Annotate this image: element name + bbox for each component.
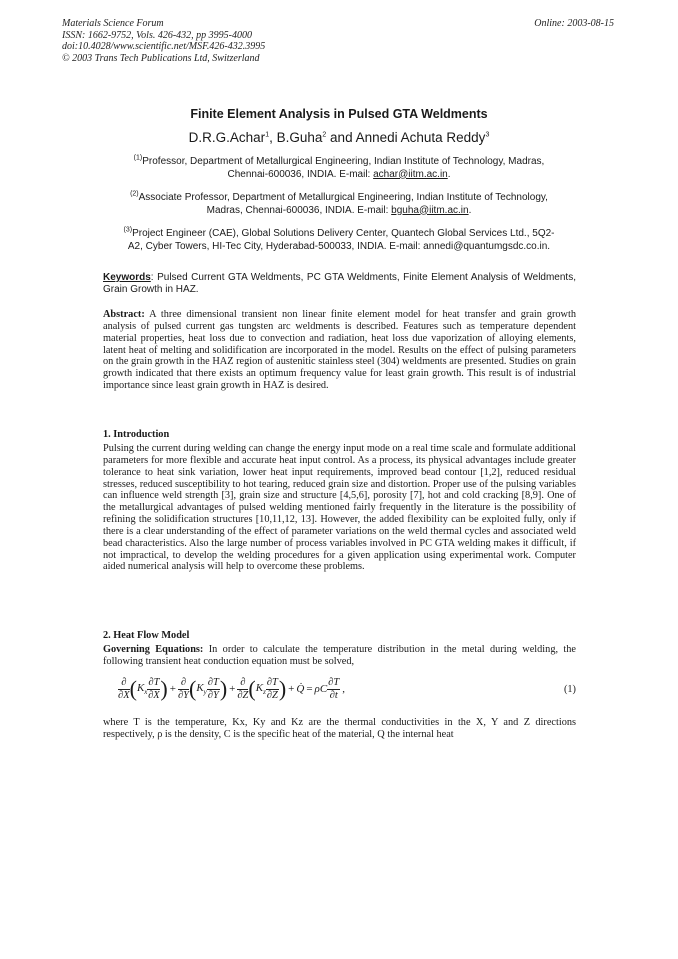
affiliation-3	[0, 228, 678, 253]
author-separator: ,	[269, 130, 277, 145]
affiliation-text: .	[468, 204, 472, 216]
author-separator: and	[326, 130, 356, 145]
issn-line: ISSN: 1662-9752, Vols. 426-432, pp 3995-4000	[62, 29, 252, 41]
keywords-label: Keywords	[103, 272, 151, 283]
author-superscript: 1	[265, 131, 270, 139]
affiliation-text: Madras, Chennai-600036, INDIA. E-mail:	[206, 204, 392, 216]
author-name: B.Guha	[276, 130, 323, 145]
doi-line[interactable]: doi:10.4028/www.scientific.net/MSF.426-432.3995	[62, 41, 266, 52]
section-heading-introduction: 1. Introduction	[103, 429, 170, 440]
affiliation-text: A2, Cyber Towers, HI-Tec City, Hyderabad-500033, INDIA. E-mail: annedi@quantumgsdc.co.in.	[127, 240, 551, 252]
affiliation-marker: (1)	[133, 154, 143, 162]
equation-number: (1)	[563, 684, 576, 695]
author-superscript: 3	[485, 131, 490, 139]
affiliation-2	[0, 192, 678, 217]
keywords	[103, 272, 576, 296]
affiliation-1	[0, 156, 678, 181]
author-name: D.R.G.Achar	[188, 130, 266, 145]
abstract	[103, 309, 576, 392]
affiliation-text: Professor, Department of Metallurgical Engineering, Indian Institute of Technology, Madras,	[142, 156, 545, 167]
governing-equations-paragraph	[103, 644, 576, 668]
affiliation-text: Associate Professor, Department of Metallurgical Engineering, Indian Institute of Technology,	[138, 192, 548, 203]
governing-equations-label: Governing Equations:	[103, 644, 204, 655]
email-link[interactable]: bguha@iitm.ac.in	[391, 204, 469, 216]
affiliation-text: Project Engineer (CAE), Global Solutions Delivery Center, Quantech Global Services Ltd., 5Q2-	[132, 228, 555, 239]
affiliation-text: Chennai-600036, INDIA. E-mail:	[227, 168, 374, 180]
email-link[interactable]: achar@iitm.ac.in	[373, 168, 448, 180]
equation-1: $\frac{\partial}{\partial X}$ ($K_x$ $\frac{\partial T}{\partial X}$ ) + $\frac{\partial}{\partial Y}$ ($K_y$ $\frac{\partial T}{\partial Y}$ ) + $\frac{\partial}{\partial Z}$ ($K_z$ $\frac{\partial T}{\partial Z}$ ) + Q̇ = ρC $\frac{\partial T}{\partial t}$ ,	[118, 676, 345, 701]
introduction-paragraph: Pulsing the current during welding can change the energy input mode on a real time scale and formulate additional parameters for more flexible and accurate heat input control. As a process, its physical advantages include greater tolerance to heat sink variation, lower heat input requirements, improved bead contour [1,2], reduced residual stresses, reduced susceptibility to hot tearing, reduced grain size and distortion. Proper use of the pulsing variables can influence weld strength [3], grain size and structure [4,5,6], porosity [7], hot and cold cracking [8,9]. One of the metallurgical advantages of pulsed welding mentioned fairly frequently in the literature is the possibility of refining the solidification structures [10,11,12, 13]. However, the added flexibility can be exploited fully, only if there is a clear understanding of the effect of parameter variations on the weld thermal cycles and associated weld bead characteristics. Also the large number of process variables involved in PC GTA welding makes it difficult, if not impractical, to develop the welding procedures for a given application using experimental work. Computer aided numerical analysis will help to overcome these problems.	[103, 443, 576, 573]
paper-title: Finite Element Analysis in Pulsed GTA Weldments	[190, 107, 488, 121]
keywords-text: : Pulsed Current GTA Weldments, PC GTA Weldments, Finite Element Analysis of Weldments, Grain Growth in HAZ.	[103, 272, 576, 295]
where-paragraph: where T is the temperature, Kx, Ky and Kz are the thermal conductivities in the X, Y and Z directions respectively, ρ is the density, C is the specific heat of the material, Q the internal heat	[103, 717, 576, 740]
author-superscript: 2	[322, 131, 327, 139]
section-heading-heat-flow: 2. Heat Flow Model	[103, 630, 190, 641]
journal-name: Materials Science Forum	[62, 18, 164, 29]
abstract-label: Abstract:	[103, 309, 145, 320]
governing-equations-text: In order to calculate the temperature distribution in the metal during welding, the following transient heat conduction equation must be solved,	[103, 644, 576, 667]
abstract-text: A three dimensional transient non linear finite element model for heat transfer and grain growth analysis of pulsed current gas tungsten arc weldments is described. Features such as temperature dependent material properties, heat loss due to convection and radiation, heat loss due vaporization of alloying elements, latent heat of melting and solidification are incorporated in the model. Results on the effect of pulsing parameters on the grain growth in the HAZ region of austenitic stainless steel (304) weldments are presented. Studies on grain growth indicated that there exists an optimum frequency value for least grain growth. This result is of industrial importance since least grain growth in HAZ is desired.	[103, 309, 576, 392]
affiliation-marker: (3)	[123, 226, 133, 234]
affiliation-marker: (2)	[130, 190, 139, 198]
author-list	[0, 130, 678, 145]
copyright-line: © 2003 Trans Tech Publications Ltd, Switzerland	[62, 52, 260, 64]
running-header	[62, 18, 265, 64]
author-name: Annedi Achuta Reddy	[355, 130, 486, 145]
affiliation-text: .	[447, 168, 451, 180]
online-date: Online: 2003-08-15	[534, 18, 614, 29]
